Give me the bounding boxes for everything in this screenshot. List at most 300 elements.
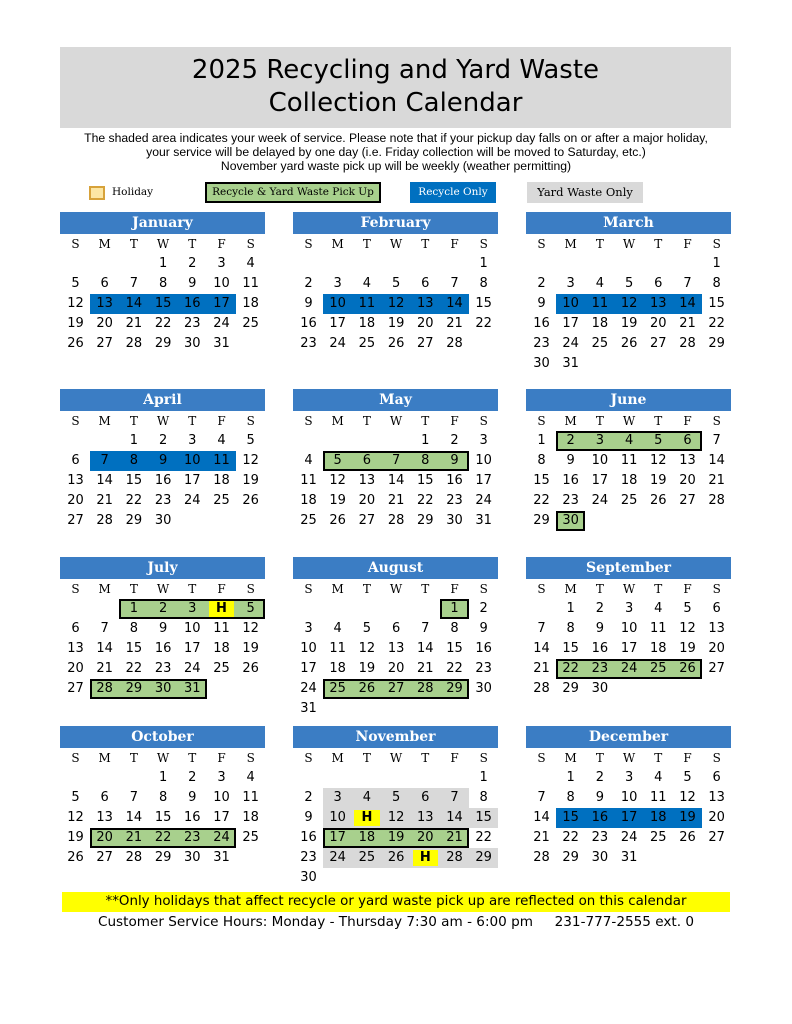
calendar-day: 13: [417, 296, 434, 311]
weekday-label: W: [389, 414, 403, 428]
calendar-day: 26: [679, 830, 696, 845]
calendar-day: 30: [475, 681, 492, 696]
calendar-day: 4: [217, 433, 226, 448]
calendar-day: 1: [566, 601, 575, 616]
calendar-day: 3: [217, 256, 226, 271]
calendar-day: 20: [67, 661, 84, 676]
calendar-day: 24: [213, 830, 230, 845]
calendar-day: 18: [300, 493, 317, 508]
calendar-day: 11: [591, 296, 609, 311]
month-header: January: [60, 212, 265, 234]
calendar-day: 20: [679, 473, 696, 488]
month-august: [293, 557, 498, 727]
weekday-label: W: [622, 237, 636, 251]
weekday-label: T: [421, 582, 430, 596]
calendar-day: 16: [300, 316, 317, 331]
month-november: [293, 726, 498, 896]
calendar-day: 26: [387, 336, 405, 351]
calendar-day: 8: [712, 276, 721, 291]
calendar-day: 12: [67, 296, 84, 311]
calendar-day: 28: [125, 336, 143, 351]
calendar-day: 13: [417, 810, 434, 825]
calendar-day: 10: [620, 621, 638, 636]
calendar-day: 8: [479, 276, 488, 291]
calendar-day: 23: [591, 661, 609, 676]
calendar-day: 21: [96, 493, 113, 508]
calendar-day: 16: [184, 296, 201, 311]
weekday-label: S: [246, 414, 255, 428]
weekday-label: S: [712, 582, 721, 596]
weekday-label: S: [479, 414, 488, 428]
weekday-label: M: [564, 751, 577, 765]
calendar-day: 29: [446, 681, 463, 696]
calendar-day: 26: [67, 336, 84, 351]
calendar-day: 17: [620, 810, 638, 825]
calendar-day: 10: [591, 453, 609, 468]
calendar-day: 15: [446, 641, 463, 656]
weekday-label: S: [537, 237, 546, 251]
calendar-day: 2: [188, 770, 197, 785]
calendar-day: 19: [679, 641, 696, 656]
calendar-day: 8: [537, 453, 546, 468]
calendar-day: 5: [246, 433, 255, 448]
legend-holiday-label: Holiday: [112, 186, 154, 198]
calendar-day: 2: [158, 433, 168, 448]
month-january: [60, 212, 265, 382]
calendar-day: 11: [213, 621, 230, 636]
calendar-day: 10: [184, 621, 201, 636]
weekday-label: F: [450, 582, 459, 596]
weekday-label: T: [654, 237, 663, 251]
calendar-day: 31: [184, 681, 201, 696]
calendar-day: 18: [650, 641, 667, 656]
calendar-day: 18: [242, 296, 259, 311]
calendar-day: 22: [562, 830, 579, 845]
calendar-day: 12: [329, 473, 346, 488]
calendar-day: 29: [708, 336, 725, 351]
calendar-day: 29: [125, 513, 143, 528]
calendar-day: 27: [387, 681, 405, 696]
calendar-day: 26: [679, 661, 696, 676]
calendar-day: 31: [620, 850, 638, 865]
calendar-day: 29: [562, 850, 579, 865]
calendar-day: 5: [333, 453, 342, 468]
calendar-day: 16: [446, 473, 463, 488]
calendar-day: 21: [533, 661, 550, 676]
calendar-day: 15: [708, 296, 725, 311]
calendar-day: 14: [446, 296, 463, 311]
calendar-day: 9: [188, 276, 197, 291]
calendar-day: 10: [184, 453, 201, 468]
calendar-day: 11: [358, 296, 376, 311]
calendar-day: 18: [358, 316, 376, 331]
weekday-label: W: [156, 414, 170, 428]
calendar-day: 9: [537, 296, 546, 311]
calendar-day: 14: [125, 296, 143, 311]
calendar-day: 13: [96, 296, 113, 311]
calendar-day: 25: [242, 830, 259, 845]
weekday-label: S: [479, 751, 488, 765]
calendar-day: 26: [242, 493, 259, 508]
weekday-label: T: [188, 414, 197, 428]
weekday-label: W: [389, 582, 403, 596]
weekday-label: M: [331, 414, 344, 428]
calendar-day: 11: [650, 790, 667, 805]
calendar-day: 23: [154, 493, 172, 508]
calendar-day: 19: [387, 830, 405, 845]
calendar-day: 28: [533, 681, 550, 696]
weekday-label: S: [71, 582, 80, 596]
calendar-day: 22: [154, 316, 172, 331]
calendar-day: 2: [479, 601, 488, 616]
calendar-day: 17: [184, 641, 201, 656]
weekday-label: M: [98, 237, 111, 251]
weekday-label: F: [450, 414, 459, 428]
calendar-day: 19: [67, 830, 84, 845]
calendar-day: 11: [300, 473, 317, 488]
weekday-label: W: [156, 582, 170, 596]
calendar-day: 14: [679, 296, 696, 311]
calendar-day: 24: [620, 830, 638, 845]
calendar-day: 29: [475, 850, 492, 865]
calendar-day: 4: [362, 276, 372, 291]
calendar-day: 5: [391, 790, 401, 805]
weekday-label: T: [421, 237, 430, 251]
calendar-day: 23: [446, 493, 463, 508]
calendar-day: 5: [71, 790, 80, 805]
weekday-label: F: [217, 582, 226, 596]
calendar-day: 20: [96, 316, 113, 331]
calendar-day: 7: [421, 621, 430, 636]
calendar-day: 22: [446, 661, 463, 676]
calendar-day: 16: [184, 810, 201, 825]
calendar-day: 19: [329, 493, 346, 508]
weekday-label: M: [98, 414, 111, 428]
calendar-day: 11: [620, 453, 638, 468]
calendar-day: 30: [154, 681, 172, 696]
calendar-day: 21: [446, 830, 463, 845]
calendar-day: 15: [417, 473, 434, 488]
weekday-label: M: [98, 582, 111, 596]
month-header: September: [526, 557, 731, 579]
weekday-label: M: [331, 751, 344, 765]
weekday-label: S: [304, 751, 313, 765]
calendar-day: 7: [129, 276, 139, 291]
calendar-day: 16: [154, 473, 172, 488]
calendar-day: 22: [125, 493, 143, 508]
calendar-day: 10: [329, 810, 346, 825]
calendar-day: 7: [712, 433, 721, 448]
month-may: [293, 389, 498, 559]
calendar-day: 6: [683, 433, 692, 448]
calendar-day: 1: [158, 770, 168, 785]
weekday-label: T: [188, 237, 197, 251]
calendar-day: 20: [96, 830, 113, 845]
weekday-label: M: [564, 414, 577, 428]
calendar-day: 31: [300, 701, 317, 716]
weekday-label: S: [712, 751, 721, 765]
calendar-day: 16: [475, 641, 492, 656]
calendar-day: 28: [417, 681, 434, 696]
weekday-label: S: [246, 582, 255, 596]
calendar-day: 26: [67, 850, 84, 865]
calendar-day: 1: [129, 433, 139, 448]
calendar-day: 6: [421, 276, 430, 291]
calendar-day: 17: [213, 296, 230, 311]
calendar-day: 11: [242, 276, 259, 291]
month-header: July: [60, 557, 265, 579]
service-notes: [40, 131, 752, 173]
calendar-day: 30: [533, 356, 550, 371]
calendar-day: 6: [421, 790, 430, 805]
calendar-day: 27: [96, 850, 113, 865]
calendar-day: 6: [71, 621, 80, 636]
weekday-label: S: [537, 751, 546, 765]
calendar-day: 17: [213, 810, 230, 825]
calendar-day: 24: [300, 681, 317, 696]
weekday-label: S: [246, 751, 255, 765]
calendar-day: 13: [708, 621, 725, 636]
calendar-day: 20: [708, 810, 725, 825]
weekday-label: S: [304, 582, 313, 596]
calendar-day: 8: [129, 453, 139, 468]
calendar-day: 7: [537, 790, 546, 805]
calendar-day: 20: [650, 316, 667, 331]
calendar-day: 2: [537, 276, 546, 291]
calendar-day: 20: [67, 493, 84, 508]
weekday-label: F: [683, 414, 692, 428]
note-line-1: The shaded area indicates your week of service. Please note that if your pickup day falls on or after a major holiday,: [84, 131, 708, 145]
calendar-day: 19: [358, 661, 376, 676]
calendar-day: 4: [333, 621, 342, 636]
calendar-day: 28: [96, 681, 113, 696]
holiday-footnote: **Only holidays that affect recycle or yard waste pick up are reflected on this calendar: [62, 892, 730, 912]
calendar-day: 12: [67, 810, 84, 825]
calendar-day: 10: [475, 453, 492, 468]
calendar-day: 16: [591, 641, 609, 656]
calendar-day: 26: [242, 661, 259, 676]
calendar-day: 21: [708, 473, 725, 488]
weekday-label: T: [595, 582, 604, 596]
calendar-day: 22: [475, 316, 492, 331]
calendar-day: 9: [304, 810, 313, 825]
calendar-day: 15: [562, 641, 579, 656]
weekday-label: S: [712, 237, 721, 251]
calendar-day: 25: [213, 661, 230, 676]
calendar-day: 3: [188, 433, 197, 448]
calendar-day: 22: [533, 493, 550, 508]
calendar-day: 5: [391, 276, 401, 291]
calendar-day: 22: [417, 493, 434, 508]
calendar-day: 11: [329, 641, 346, 656]
calendar-day: 5: [683, 770, 692, 785]
weekday-label: S: [304, 237, 313, 251]
calendar-day: 18: [213, 473, 230, 488]
calendar-day: 18: [358, 830, 376, 845]
calendar-day: 30: [300, 870, 317, 885]
weekday-label: T: [595, 751, 604, 765]
calendar-day: 4: [304, 453, 313, 468]
calendar-day: 21: [125, 316, 143, 331]
holiday-marker: H: [216, 601, 227, 616]
calendar-day: 1: [566, 770, 575, 785]
calendar-day: 6: [71, 453, 80, 468]
calendar-day: 18: [329, 661, 346, 676]
legend: [0, 182, 792, 206]
month-header: March: [526, 212, 731, 234]
calendar-day: 21: [96, 661, 113, 676]
calendar-day: 5: [362, 621, 372, 636]
calendar-day: 1: [479, 770, 488, 785]
calendar-day: 8: [158, 276, 168, 291]
month-header: November: [293, 726, 498, 748]
weekday-label: W: [389, 237, 403, 251]
calendar-day: 30: [591, 681, 609, 696]
calendar-day: 12: [242, 621, 259, 636]
calendar-day: 11: [213, 453, 230, 468]
calendar-day: 5: [71, 276, 80, 291]
weekday-label: T: [188, 751, 197, 765]
weekday-label: T: [362, 237, 371, 251]
calendar-day: 18: [591, 316, 609, 331]
month-june: [526, 389, 731, 559]
weekday-label: S: [71, 414, 80, 428]
calendar-day: 30: [184, 850, 201, 865]
calendar-day: 6: [100, 276, 109, 291]
weekday-label: S: [537, 414, 546, 428]
calendar-day: 7: [391, 453, 401, 468]
calendar-day: 9: [188, 790, 197, 805]
weekday-label: F: [217, 237, 226, 251]
month-header: August: [293, 557, 498, 579]
calendar-day: 30: [446, 513, 463, 528]
calendar-day: 7: [100, 453, 109, 468]
calendar-day: 15: [475, 810, 492, 825]
calendar-day: 30: [562, 513, 579, 528]
calendar-day: 29: [154, 850, 172, 865]
calendar-day: 27: [708, 830, 725, 845]
calendar-day: 13: [96, 810, 113, 825]
calendar-day: 12: [620, 296, 638, 311]
calendar-day: 4: [362, 790, 372, 805]
calendar-day: 1: [712, 256, 721, 271]
calendar-day: 17: [329, 830, 346, 845]
weekday-label: T: [654, 582, 663, 596]
month-october: [60, 726, 265, 896]
calendar-day: 9: [566, 453, 575, 468]
weekday-label: T: [654, 751, 663, 765]
calendar-day: 2: [595, 601, 605, 616]
weekday-label: F: [450, 751, 459, 765]
weekday-label: T: [129, 414, 138, 428]
calendar-day: 4: [246, 770, 255, 785]
calendar-day: 27: [358, 513, 376, 528]
calendar-day: 20: [708, 641, 725, 656]
calendar-day: 5: [683, 601, 692, 616]
calendar-day: 22: [562, 661, 579, 676]
calendar-day: 23: [562, 493, 579, 508]
calendar-day: 9: [595, 790, 605, 805]
calendar-day: 30: [184, 336, 201, 351]
calendar-day: 31: [213, 336, 230, 351]
calendar-day: 2: [158, 601, 168, 616]
weekday-label: T: [362, 582, 371, 596]
calendar-day: 18: [650, 810, 667, 825]
calendar-day: 25: [242, 316, 259, 331]
calendar-day: 6: [391, 621, 401, 636]
month-header: December: [526, 726, 731, 748]
calendar-day: 6: [654, 276, 663, 291]
weekday-label: W: [622, 414, 636, 428]
holiday-swatch: [89, 186, 105, 200]
calendar-day: 10: [562, 296, 579, 311]
calendar-day: 12: [650, 453, 667, 468]
month-february: [293, 212, 498, 382]
calendar-day: 11: [242, 790, 259, 805]
calendar-day: 12: [679, 621, 696, 636]
calendar-day: 5: [624, 276, 634, 291]
calendar-day: 1: [537, 433, 546, 448]
calendar-day: 25: [300, 513, 317, 528]
calendar-day: 13: [708, 790, 725, 805]
calendar-day: 12: [358, 641, 376, 656]
calendar-day: 8: [158, 790, 168, 805]
calendar-day: 5: [246, 601, 255, 616]
calendar-day: 27: [67, 681, 84, 696]
calendar-day: 27: [679, 493, 696, 508]
calendar-day: 28: [446, 336, 463, 351]
calendar-day: 19: [679, 810, 696, 825]
weekday-label: M: [331, 582, 344, 596]
weekday-label: S: [479, 237, 488, 251]
calendar-day: 9: [304, 296, 313, 311]
calendar-day: 25: [591, 336, 609, 351]
legend-recycle-yard: Recycle & Yard Waste Pick Up: [205, 182, 381, 203]
calendar-day: 19: [242, 473, 259, 488]
calendar-day: 15: [125, 473, 143, 488]
calendar-day: 25: [358, 850, 376, 865]
weekday-label: W: [156, 751, 170, 765]
calendar-day: 13: [358, 473, 376, 488]
weekday-label: F: [217, 414, 226, 428]
calendar-day: 7: [450, 276, 459, 291]
calendar-day: 1: [479, 256, 488, 271]
calendar-day: 1: [158, 256, 168, 271]
calendar-day: 14: [96, 641, 113, 656]
calendar-day: 24: [620, 661, 638, 676]
note-line-2: your service will be delayed by one day (i.e. Friday collection will be moved to Saturday, etc.): [146, 145, 646, 159]
calendar-day: 7: [100, 621, 109, 636]
weekday-label: S: [71, 237, 80, 251]
calendar-day: 21: [387, 493, 405, 508]
calendar-day: 13: [650, 296, 667, 311]
calendar-day: 8: [450, 621, 459, 636]
month-header: June: [526, 389, 731, 411]
calendar-day: 23: [591, 830, 609, 845]
calendar-day: 16: [300, 830, 317, 845]
month-september: [526, 557, 731, 727]
month-header: April: [60, 389, 265, 411]
weekday-label: F: [217, 751, 226, 765]
calendar-day: 30: [591, 850, 609, 865]
holiday-marker: H: [361, 810, 373, 825]
calendar-day: 20: [387, 661, 405, 676]
weekday-label: T: [362, 414, 371, 428]
calendar-day: 3: [595, 433, 605, 448]
calendar-day: 16: [562, 473, 579, 488]
calendar-day: 25: [329, 681, 346, 696]
calendar-day: 20: [358, 493, 376, 508]
